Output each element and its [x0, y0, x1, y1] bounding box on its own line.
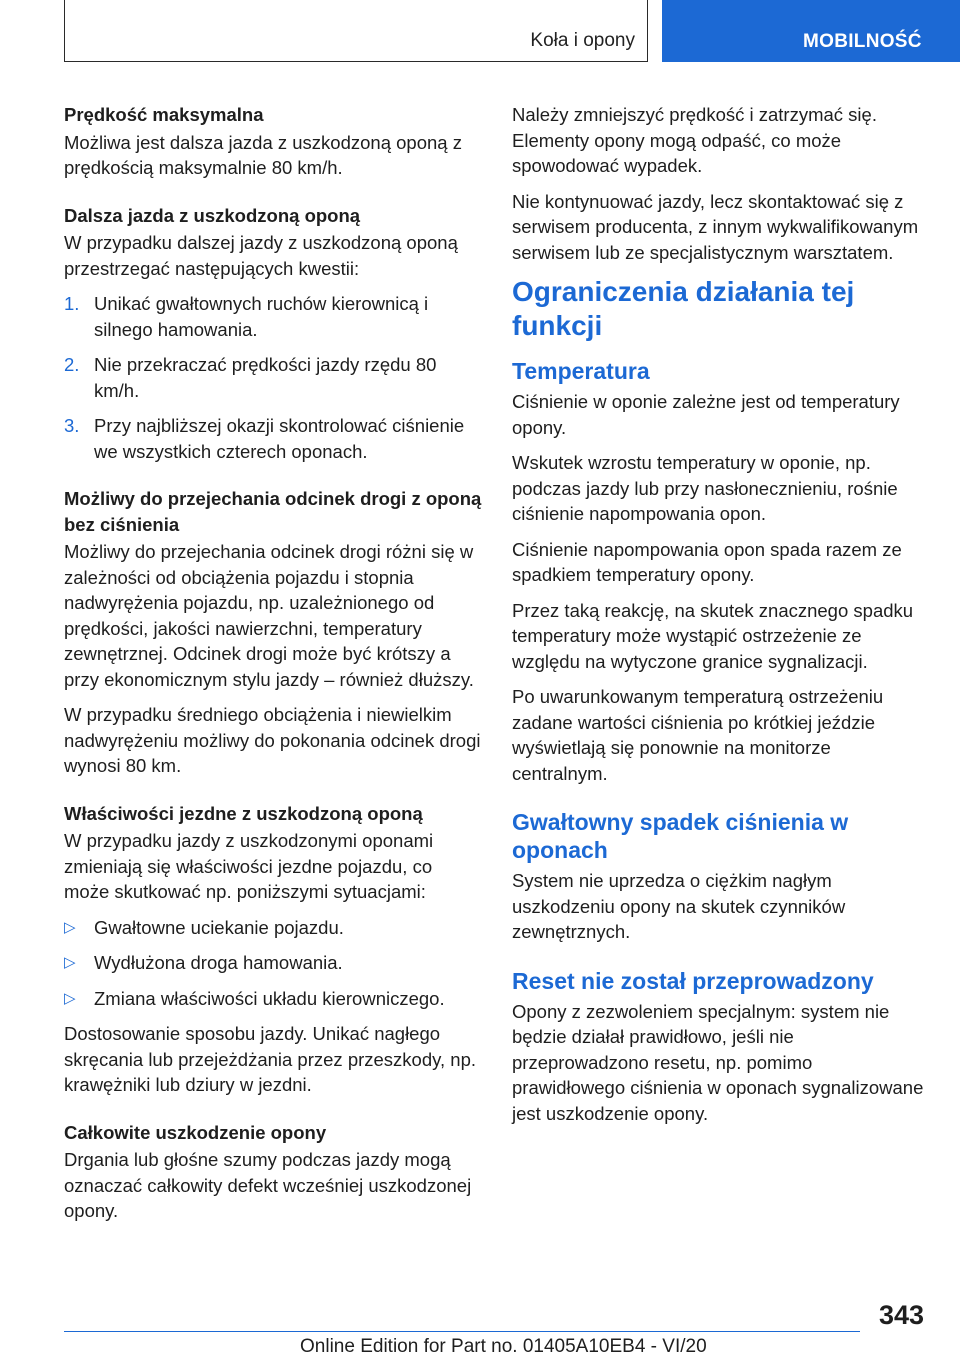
bullet-text: Zmiana właściwości układu kierowniczego.	[94, 987, 445, 1009]
paragraph: Należy zmniejszyć prędkość i zatrzymać się. Elementy opony mogą odpaść, co może spowodować wypadek.	[512, 104, 877, 176]
list-item	[64, 352, 482, 403]
bullet-text: Gwałtowne uciekanie pojazdu.	[94, 916, 344, 938]
step-text: Unikać gwałtownych ruchów kierownicą i silnego hamowania.	[94, 293, 429, 340]
paragraph: Możliwa jest dalsza jazda z uszkodzoną oponą z prędkością maksymalnie 80 km/h.	[64, 131, 462, 178]
bullet-list	[64, 915, 482, 1012]
paragraph: W przypadku dalszej jazdy z uszkodzoną oponą przestrzegać następujących kwestii:	[64, 232, 458, 279]
paragraph: Dostosowanie sposobu jazdy. Unikać nagłego skręcania lub przejeżdżania przez przeszkody, np. krawężniki lub dziury w jezdni.	[64, 1023, 477, 1095]
paragraph: Wskutek wzrostu temperatury w oponie, np. podczas jazdy lub przy nasłonecznieniu, rośnie ciśnienie napompowania opon.	[512, 452, 898, 524]
paragraph: Ciśnienie napompowania opon spada razem ze spadkiem temperatury opony.	[512, 538, 902, 585]
step-text: Nie przekraczać prędkości jazdy rzędu 80 km/h.	[94, 354, 437, 401]
step-number: 2.	[64, 354, 80, 375]
triangle-bullet-icon: ▷	[64, 989, 76, 1007]
paragraph: Przez taką reakcję, na skutek znacznego spadku temperatury może wystąpić ostrzeżenie ze względu na wytyczone granice sygnalizacji.	[512, 599, 914, 672]
heading-total-failure: Całkowite uszkodzenie opony	[64, 1121, 327, 1143]
list-item	[64, 950, 482, 976]
paragraph: Możliwy do przejechania odcinek drogi różni się w zależności od obciążenia pojazdu i stopnia nadwyrężenia pojazdu, np. uzależnionego od prędkości, jakości nawierzchni, temperatury zewnętrznej. Odcinek drogi może być krótszy a przy ekonomicznym stylu jazdy – również dłuższy.	[64, 541, 474, 690]
step-number: 3.	[64, 415, 80, 436]
chapter-title: Koła i opony	[530, 30, 635, 51]
step-number: 1.	[64, 293, 80, 314]
heading-continued-driving: Dalsza jazda z uszkodzoną oponą	[64, 204, 361, 226]
paragraph: Po uwarunkowanym temperaturą ostrzeżeniu zadane wartości ciśnienia po krótkiej jeździe wyświetlają się ponownie na monitorze centralnym.	[512, 686, 884, 784]
right-column	[512, 102, 930, 1136]
paragraph: System nie uprzedza o ciężkim nagłym uszkodzeniu opony na skutek czynników zewnętrznych.	[512, 870, 846, 942]
paragraph: Drgania lub głośne szumy podczas jazdy mogą oznaczać całkowity defekt wcześniej uszkodzonej opony.	[64, 1149, 472, 1221]
edition-note: Online Edition for Part no. 01405A10EB4 - VI/20	[300, 1336, 707, 1357]
page-number: 343	[878, 1300, 924, 1330]
heading-limitations: Ograniczenia działania tej funkcji	[512, 276, 855, 341]
triangle-bullet-icon: ▷	[64, 918, 76, 936]
paragraph: W przypadku jazdy z uszkodzonymi oponami zmieniają się właściwości jezdne pojazdu, co może skutkować np. poniższymi sytuacjami:	[64, 830, 434, 902]
footer-divider	[64, 1331, 860, 1332]
heading-driving-properties: Właściwości jezdne z uszkodzoną oponą	[64, 802, 423, 824]
left-column	[64, 102, 482, 1234]
list-item	[64, 413, 482, 464]
heading-max-speed: Prędkość maksymalna	[64, 104, 264, 125]
list-item	[64, 915, 482, 941]
bullet-text: Wydłużona droga hamowania.	[94, 952, 343, 973]
list-item	[64, 986, 482, 1012]
paragraph: Ciśnienie w oponie zależne jest od temperatury opony.	[512, 391, 900, 438]
heading-sudden-pressure-loss: Gwałtowny spadek ciśnienia w oponach	[512, 809, 849, 863]
section-title: MOBILNOŚĆ	[803, 31, 922, 52]
list-item	[64, 291, 482, 342]
paragraph: Opony z zezwoleniem specjalnym: system nie będzie działał prawidłowo, jeśli nie przeprowadzono resetu, np. pomimo prawidłowego ciśnienia w oponach sygnalizowane jest uszkodzenie opony.	[512, 1000, 924, 1124]
steps-list	[64, 291, 482, 464]
header-chapter-box	[64, 0, 648, 62]
heading-temperature: Temperatura	[512, 358, 650, 384]
paragraph: W przypadku średniego obciążenia i niewielkim nadwyrężeniu możliwy do pokonania odcinek drogi wynosi 80 km.	[64, 704, 481, 776]
paragraph: Nie kontynuować jazdy, lecz skontaktować się z serwisem producenta, z innym wykwalifikowanym serwisem lub ze specjalistycznym warsztatem.	[512, 190, 919, 263]
triangle-bullet-icon: ▷	[64, 954, 76, 971]
heading-reset-not-performed: Reset nie został przeprowadzony	[512, 967, 874, 994]
step-text: Przy najbliższej okazji skontrolować ciśnienie we wszystkich czterech oponach.	[94, 415, 465, 462]
heading-run-flat-distance: Możliwy do przejechania odcinek drogi z oponą bez ciśnienia	[64, 488, 482, 535]
